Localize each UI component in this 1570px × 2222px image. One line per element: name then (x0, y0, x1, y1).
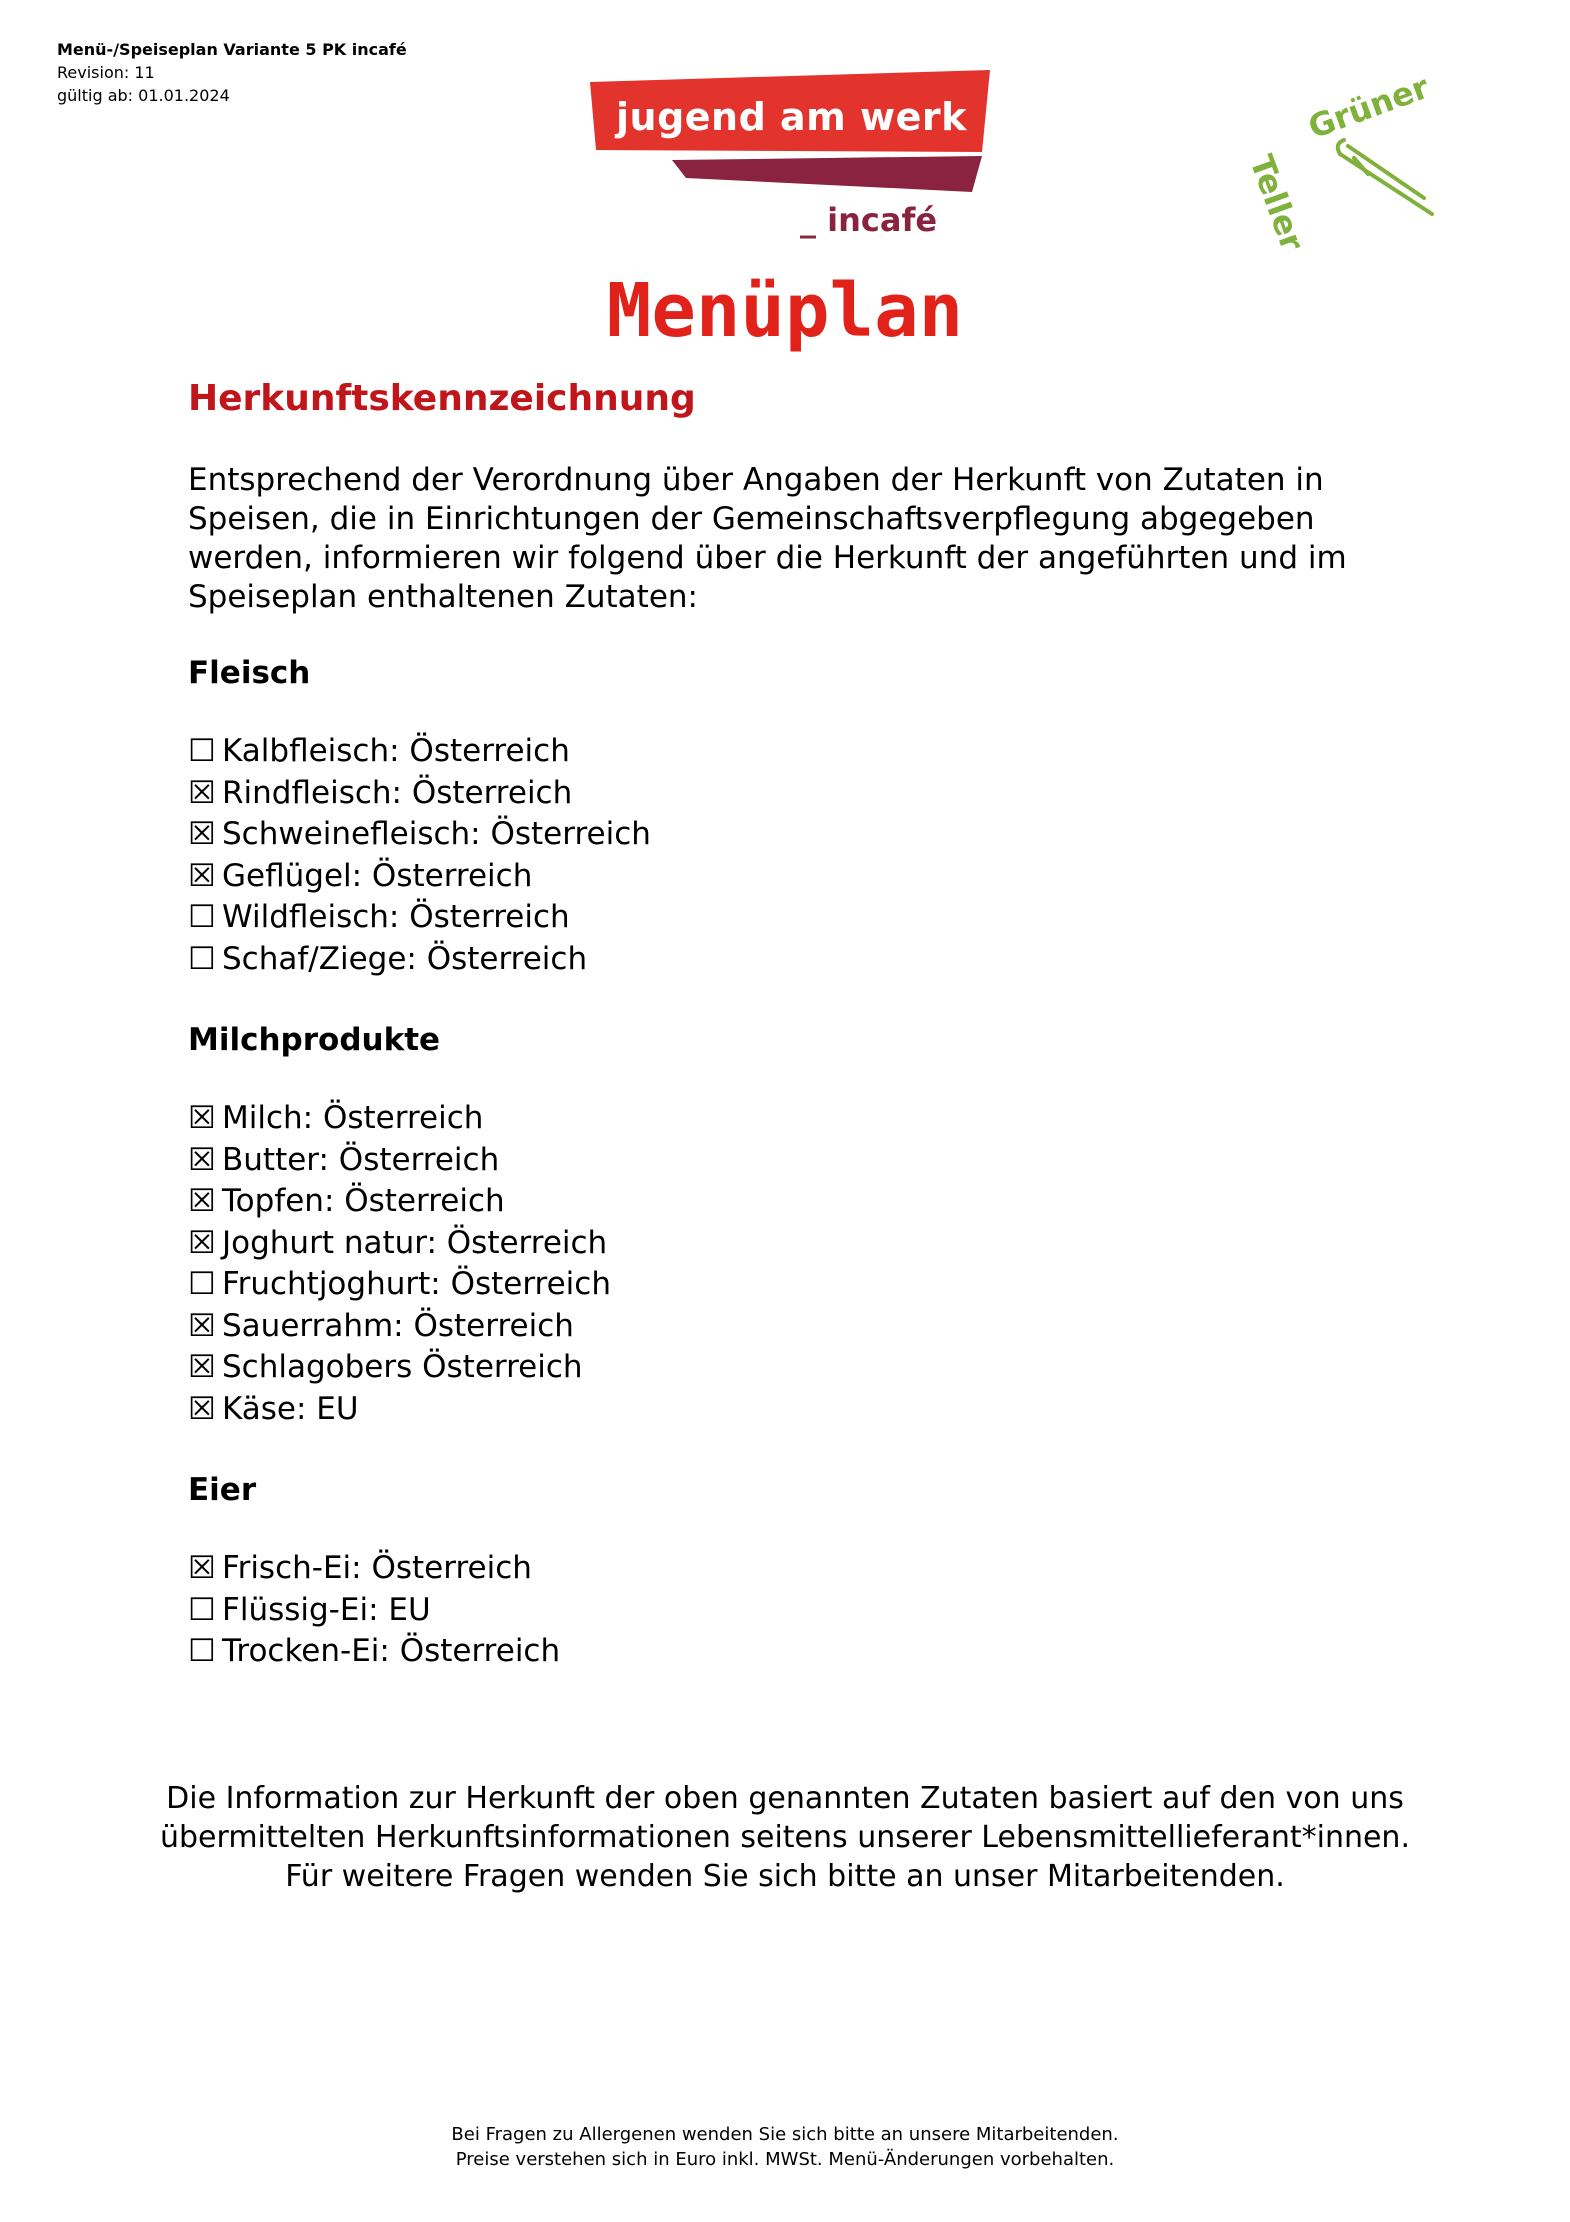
item-label: Fruchtjoghurt: Österreich (222, 1266, 611, 1302)
origin-note (0, 1779, 1570, 1896)
list-item (188, 1347, 1388, 1389)
checkbox-checked-icon: ☒ (188, 1307, 216, 1344)
item-label: Trocken-Ei: Österreich (222, 1633, 561, 1669)
revision: Revision: 11 (57, 63, 155, 82)
item-label: Käse: EU (222, 1390, 359, 1427)
item-label: Flüssig-Ei: EU (222, 1591, 431, 1628)
list-item (188, 1306, 1388, 1348)
group-title: Milchprodukte (188, 1022, 441, 1058)
checkbox-checked-icon: ☒ (188, 816, 216, 852)
item-label: Sauerrahm: Österreich (222, 1307, 574, 1344)
item-label: Geflügel: Österreich (222, 857, 533, 894)
checkbox-checked-icon: ☒ (188, 1100, 216, 1136)
list-item (188, 856, 1388, 898)
checkbox-checked-icon: ☒ (188, 1550, 216, 1586)
cutlery-icon (1282, 88, 1442, 238)
item-label: Schaf/Ziege: Österreich (222, 940, 588, 977)
document-name: Menü-/Speiseplan Variante 5 PK incafé (57, 40, 407, 59)
item-label: Schweinefleisch: Österreich (222, 816, 651, 852)
checkbox-checked-icon: ☒ (188, 774, 216, 811)
item-label: Wildfleisch: Österreich (222, 899, 570, 935)
page-footer (0, 2122, 1570, 2172)
item-label: Rindfleisch: Österreich (222, 774, 573, 811)
group-title: Fleisch (188, 655, 311, 691)
list-item (188, 1098, 1388, 1140)
item-label: Joghurt natur: Österreich (222, 1224, 608, 1261)
item-label: Butter: Österreich (222, 1141, 500, 1178)
note-line: übermittelten Herkunftsinformationen seitens unserer Lebensmittellieferant*innen. (160, 1820, 1410, 1855)
gruener-teller-badge (1242, 67, 1442, 256)
group-milchprodukte (188, 1020, 1388, 1430)
checkbox-checked-icon: ☒ (188, 1183, 216, 1219)
group-fleisch (188, 653, 1388, 980)
valid-from: gültig ab: 01.01.2024 (57, 86, 230, 105)
item-list (188, 731, 1388, 980)
item-list (188, 1098, 1388, 1430)
section-heading: Herkunftskennzeichnung (188, 378, 696, 419)
badge-line2: Teller (1242, 150, 1312, 256)
list-item (188, 897, 1388, 939)
checkbox-unchecked-icon: ☐ (188, 733, 216, 769)
logo-sub-text: _ incafé (800, 201, 938, 239)
checkbox-checked-icon: ☒ (188, 1141, 216, 1178)
checkbox-unchecked-icon: ☐ (188, 899, 216, 935)
group-eier (188, 1470, 1388, 1673)
logo-main-text: jugend am werk _ (616, 95, 967, 183)
list-item (188, 939, 1388, 981)
list-item (188, 1389, 1388, 1431)
list-item (188, 1140, 1388, 1182)
checkbox-checked-icon: ☒ (188, 1349, 216, 1385)
list-item (188, 1590, 1388, 1632)
note-line: Die Information zur Herkunft der oben genannten Zutaten basiert auf den von uns (166, 1781, 1404, 1816)
item-list (188, 1548, 1388, 1673)
checkbox-unchecked-icon: ☐ (188, 1591, 216, 1628)
item-label: Kalbfleisch: Österreich (222, 733, 570, 769)
checkbox-unchecked-icon: ☐ (188, 1633, 216, 1669)
footer-line: Preise verstehen sich in Euro inkl. MWSt. Menü-Änderungen vorbehalten. (455, 2149, 1115, 2170)
page-title: Menüplan (606, 268, 964, 354)
checkbox-checked-icon: ☒ (188, 857, 216, 894)
list-item (188, 773, 1388, 815)
checkbox-checked-icon: ☒ (188, 1390, 216, 1427)
intro-paragraph: Entsprechend der Verordnung über Angaben der Herkunft von Zutaten in Speisen, die in Einrichtungen der Gemeinschaftsverpflegung abgegeben werden, informieren wir folgend über die Herkunft der angeführten und im Speiseplan enthaltenen Zutaten: (188, 462, 1347, 615)
list-item (188, 1631, 1388, 1673)
checkbox-checked-icon: ☒ (188, 1224, 216, 1261)
main-content (188, 375, 1388, 1713)
badge-line1: Grüner (1303, 67, 1434, 147)
list-item (188, 731, 1388, 773)
note-line: Für weitere Fragen wenden Sie sich bitte an unser Mitarbeitenden. (285, 1859, 1285, 1894)
item-label: Milch: Österreich (222, 1100, 484, 1136)
footer-line: Bei Fragen zu Allergenen wenden Sie sich bitte an unsere Mitarbeitenden. (451, 2124, 1119, 2145)
list-item (188, 1264, 1388, 1306)
list-item (188, 1223, 1388, 1265)
checkbox-unchecked-icon: ☐ (188, 940, 216, 977)
list-item (188, 1548, 1388, 1590)
jugend-am-werk-logo (586, 68, 996, 248)
list-item (188, 1181, 1388, 1223)
list-item (188, 814, 1388, 856)
item-label: Topfen: Österreich (222, 1183, 505, 1219)
checkbox-unchecked-icon: ☐ (188, 1266, 216, 1302)
item-label: Schlagobers Österreich (222, 1349, 583, 1385)
document-meta (57, 38, 407, 107)
item-label: Frisch-Ei: Österreich (222, 1550, 532, 1586)
group-title: Eier (188, 1472, 257, 1508)
